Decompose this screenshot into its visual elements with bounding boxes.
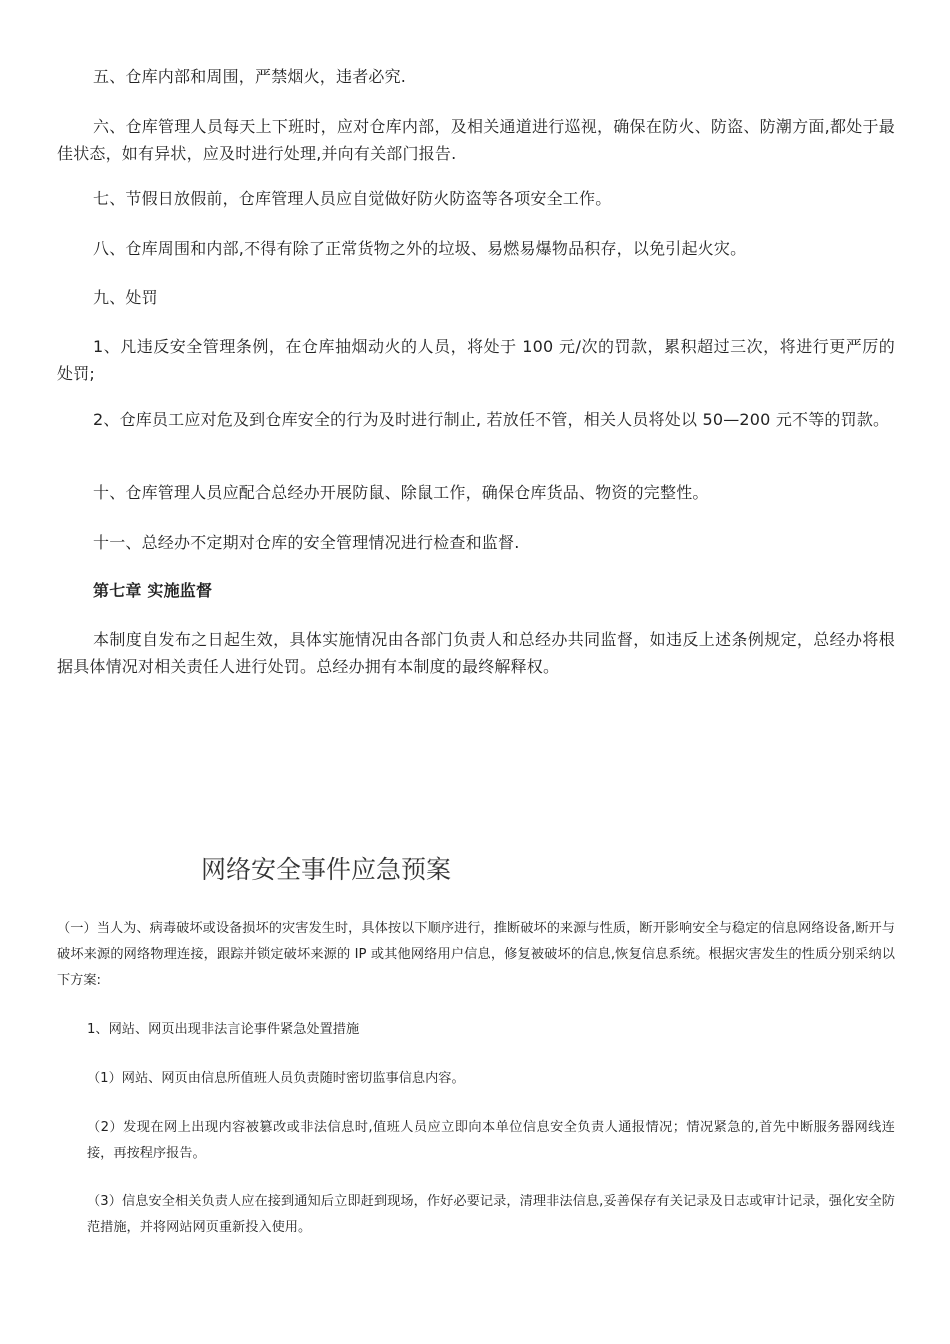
closing-paragraph: 本制度自发布之日起生效，具体实施情况由各部门负责人和总经办共同监督，如违反上述条例规定，总经办将根据具体情况对相关责任人进行处罚。总经办拥有本制度的最终解释权。: [57, 630, 895, 676]
paragraph-9: 九、处罚: [93, 288, 158, 307]
penalty-item-2: 2、仓库员工应对危及到仓库安全的行为及时进行制止, 若放任不管，相关人员将处以 50—200 元不等的罚款。: [93, 410, 890, 429]
paragraph-8: 八、仓库周围和内部,不得有除了正常货物之外的垃圾、易燃易爆物品积存，以免引起火灾。: [93, 239, 747, 258]
penalty-item-1: 1、凡违反安全管理条例，在仓库抽烟动火的人员，将处于 100 元/次的罚款，累积超过三次，将进行更严厉的处罚;: [57, 337, 895, 383]
paragraph-5: 五、仓库内部和周围，严禁烟火，违者必究.: [93, 67, 407, 86]
sub-item-3: （3）信息安全相关负责人应在接到通知后立即赶到现场，作好必要记录，清理非法信息,妥善保存有关记录及日志或审计记录，强化安全防范措施，并将网站网页重新投入使用。: [87, 1194, 895, 1235]
paragraph-7: 七、节假日放假前，仓库管理人员应自觉做好防火防盗等各项安全工作。: [93, 189, 612, 208]
sub-item-1: （1）网站、网页由信息所值班人员负责随时密切监事信息内容。: [87, 1071, 465, 1086]
paragraph-10: 十、仓库管理人员应配合总经办开展防鼠、除鼠工作，确保仓库货品、物资的完整性。: [93, 483, 709, 502]
sub-item-2: （2）发现在网上出现内容被篡改或非法信息时,值班人员应立即向本单位信息安全负责人通报情况；情况紧急的,首先中断服务器网线连接，再按程序报告。: [87, 1120, 895, 1161]
item1-heading: 1、网站、网页出现非法言论事件紧急处置措施: [87, 1022, 360, 1037]
section-title: 网络安全事件应急预案: [201, 855, 452, 884]
chapter-heading: 第七章 实施监督: [93, 581, 213, 600]
intro-paragraph: （一）当人为、病毒破坏或设备损坏的灾害发生时，具体按以下顺序进行，推断破坏的来源与性质，断开影响安全与稳定的信息网络设备,断开与破坏来源的网络物理连接，跟踪并锁定破坏来源的 IP 或其他网络用户信息，修复被破坏的信息,恢复信息系统。根据灾害发生的性质分别采纳以下方案:: [57, 921, 895, 988]
paragraph-11: 十一、总经办不定期对仓库的安全管理情况进行检查和监督.: [93, 533, 520, 552]
paragraph-6: 六、仓库管理人员每天上下班时，应对仓库内部，及相关通道进行巡视，确保在防火、防盗、防潮方面,都处于最佳状态，如有异状，应及时进行处理,并向有关部门报告.: [57, 117, 895, 163]
